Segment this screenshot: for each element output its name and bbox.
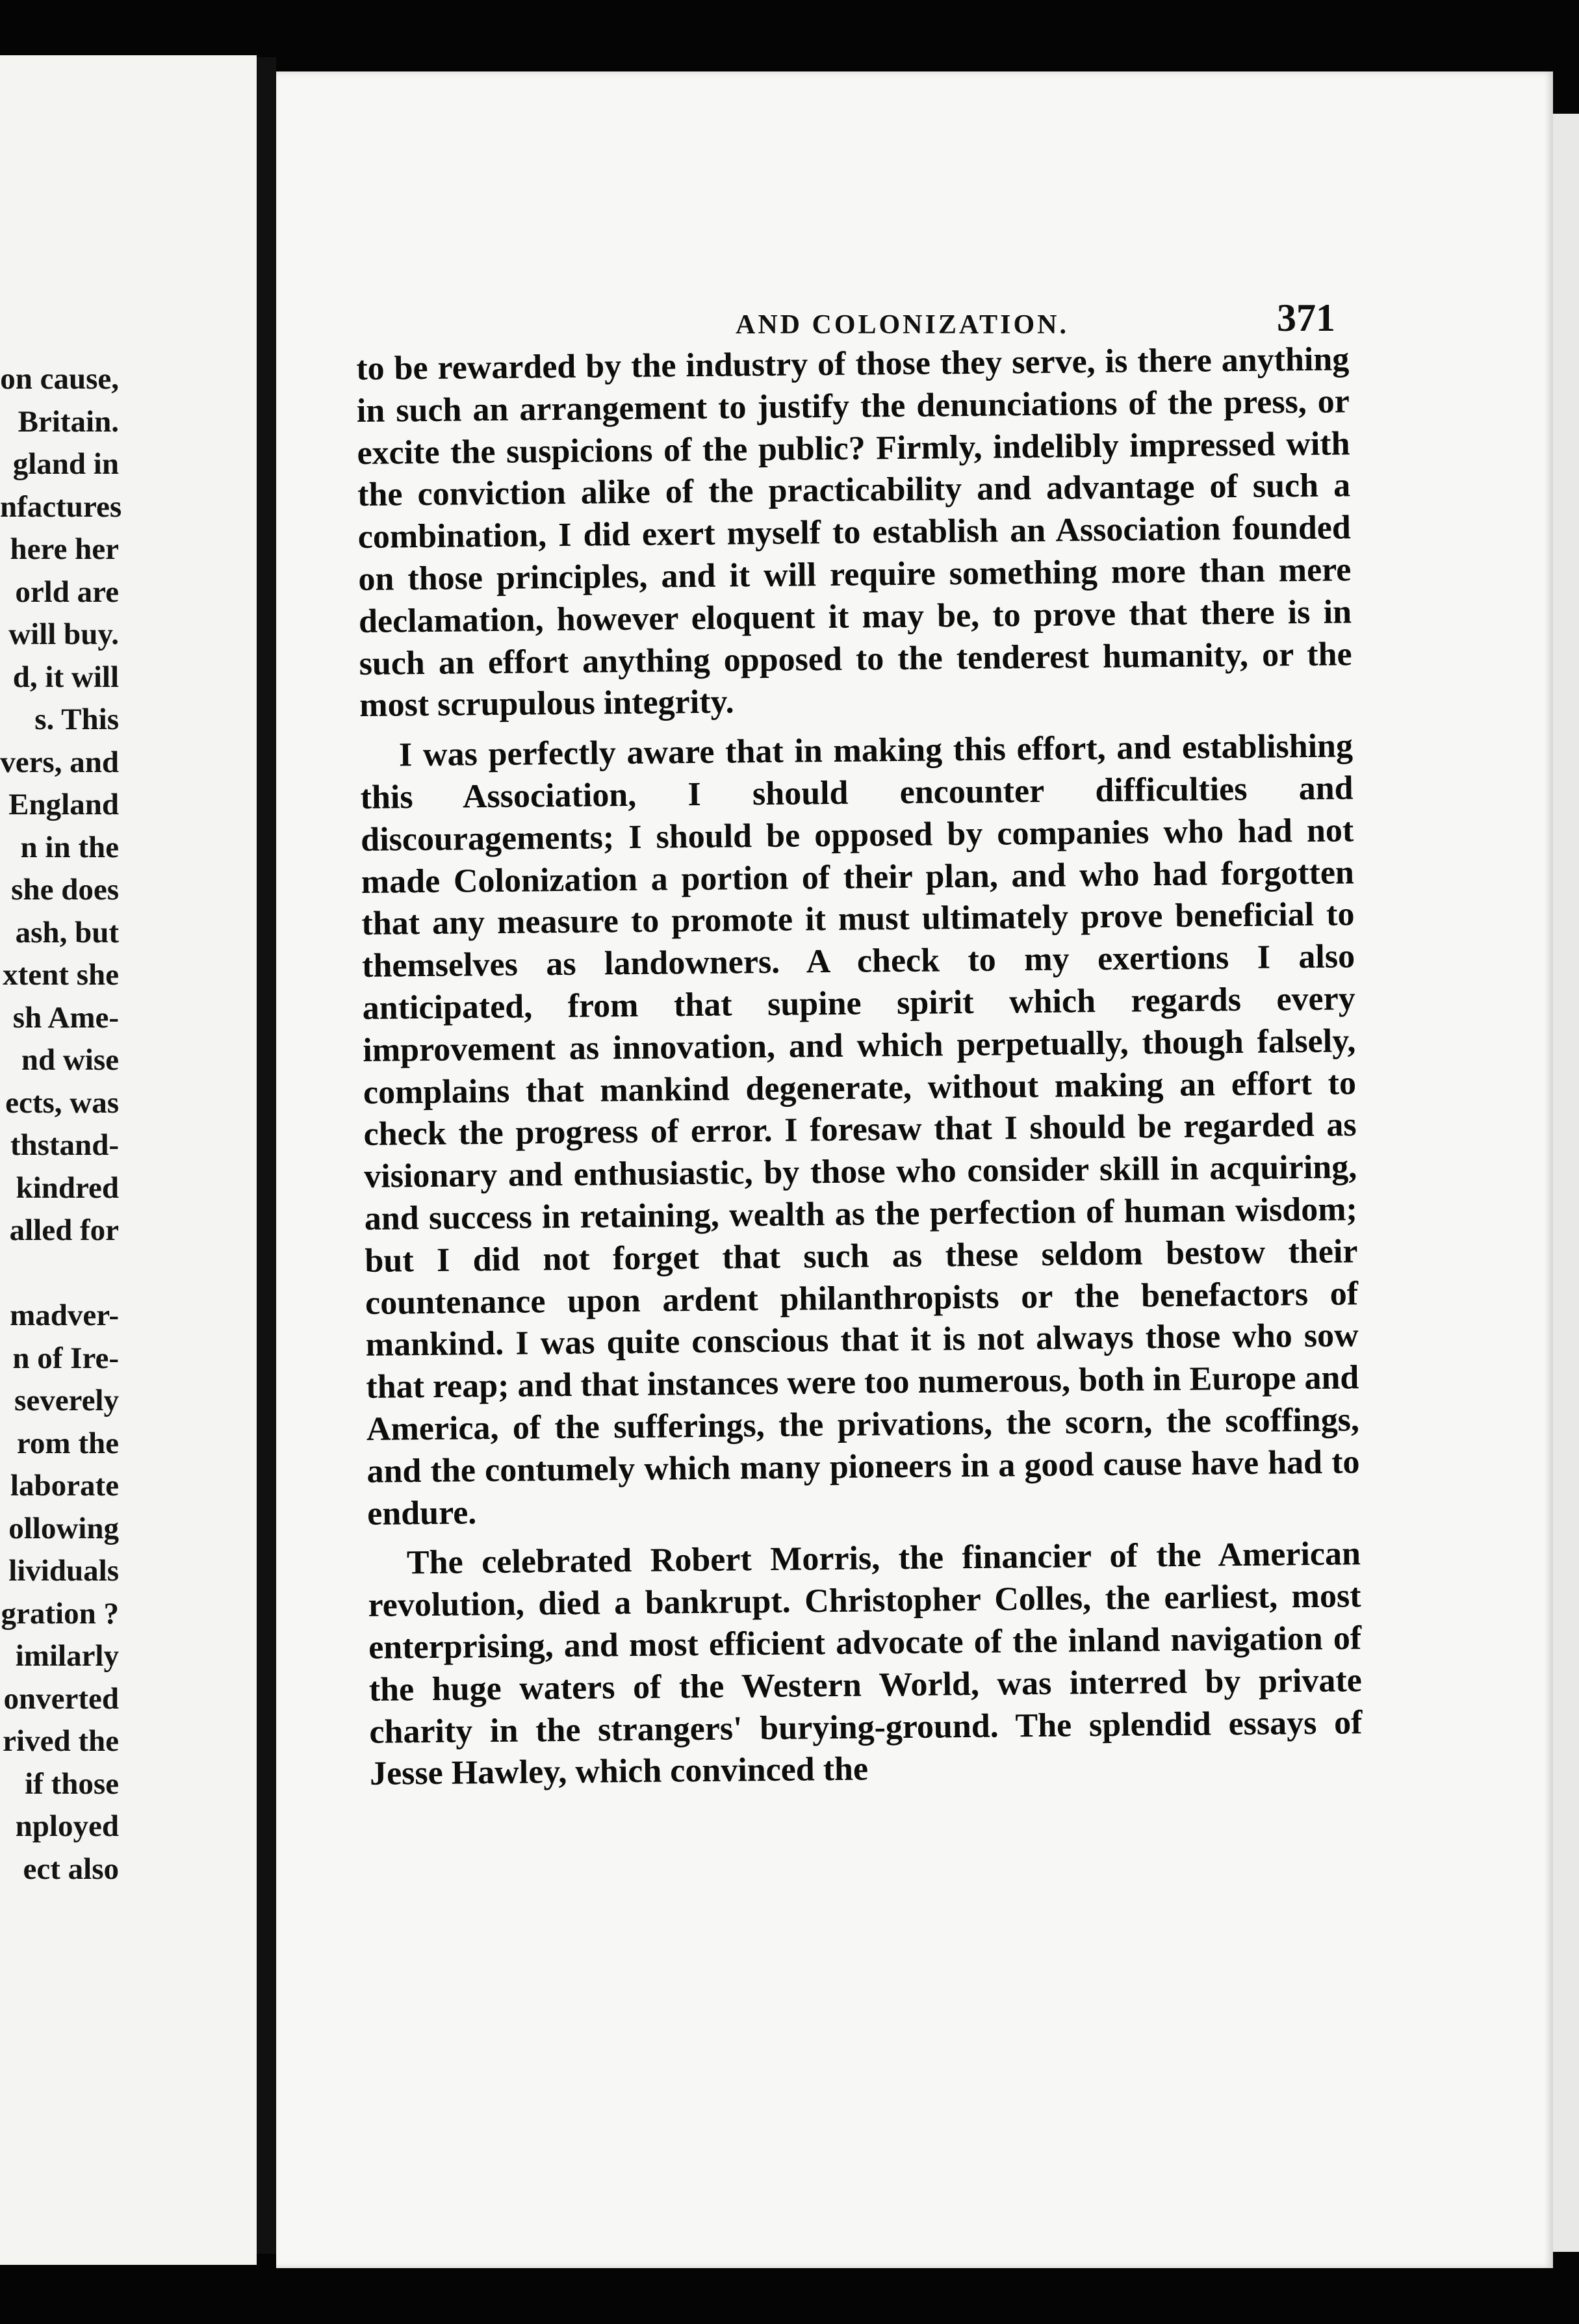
left-page-line-fragment: xtent she xyxy=(3,958,119,992)
left-page-line-fragment: rom the xyxy=(16,1426,119,1460)
left-page-line-fragment: kindred xyxy=(16,1170,119,1205)
left-page-line-fragment: thstand- xyxy=(10,1128,119,1162)
left-page-line-fragment: ash, but xyxy=(15,915,119,949)
left-page-line-fragment: will buy. xyxy=(8,617,119,651)
left-page-line-fragment: nd wise xyxy=(21,1043,119,1077)
left-page-line-fragment: England xyxy=(8,788,119,821)
left-page-line-fragment: gland in xyxy=(12,447,119,481)
left-page-line-fragment: she does xyxy=(11,873,119,907)
left-page xyxy=(0,55,257,2265)
left-page-line-fragment: alled for xyxy=(9,1213,119,1247)
left-page-line-fragment: onverted xyxy=(3,1681,119,1716)
left-page-line-fragment: s. This xyxy=(34,703,119,736)
paragraph: I was perfectly aware that in making this effort, and establishing this Association, I should encounter difficulties and discouragements; I should be opposed by companies who had not made Colonization a portion of their plan, and who had forgotten that any measure to promote it must ultimately prove beneficial to themselves as landowners. A check to my exertions I also anticipated, from that supine spirit which regards every improvement as innovation, and which perpetually, though falsely, complains that mankind degenerate, without making an effort to check the progress of error. I foresaw that I should be regarded as visionary and enthusiastic, by those who consider skill in acquiring, and success in retaining, wealth as the perfection of human wisdom; but I did not forget that such as these seldom bestow their countenance upon ardent philanthropists or the benefactors of mankind. I was quite conscious that it is not always those who sow that reap; and that instances were too numerous, both in Europe and America, of the sufferings, the privations, the scorn, the scoffings, and the contumely which many pioneers in a good cause have had to endure. xyxy=(360,727,1360,1532)
page-edge xyxy=(1553,114,1579,2252)
left-page-line-fragment: ects, was xyxy=(5,1085,119,1120)
left-page-line-fragment: d, it will xyxy=(12,660,119,694)
left-page-line-fragment: ect also xyxy=(23,1852,119,1886)
running-head: AND COLONIZATION. xyxy=(736,310,1069,340)
left-page-line-fragment: nfactures xyxy=(0,489,122,524)
left-page-line-fragment: gration ? xyxy=(1,1596,119,1631)
left-page-line-fragment: nployed xyxy=(15,1809,119,1843)
left-page-line-fragment: on cause, xyxy=(0,362,119,396)
left-page-line-fragment: here her xyxy=(10,532,119,566)
left-page-line-fragment: laborate xyxy=(10,1469,119,1503)
left-page-line-fragment: rived the xyxy=(3,1724,119,1758)
page-number: 371 xyxy=(1277,296,1335,339)
left-page-line-fragment: n in the xyxy=(20,830,119,864)
left-page-line-fragment: imilarly xyxy=(15,1639,119,1673)
body-text xyxy=(356,339,1363,1803)
left-page-line-fragment: lividuals xyxy=(8,1554,119,1588)
left-page-line-fragment: Britain. xyxy=(18,404,119,439)
left-page-line-fragment: sh Ame- xyxy=(12,1000,119,1035)
left-page-line-fragment: orld are xyxy=(15,575,119,609)
left-page-line-fragment: if those xyxy=(25,1766,119,1801)
left-page-line-fragment: madver- xyxy=(10,1298,119,1332)
paragraph: The celebrated Robert Morris, the financier of the American revolution, died a bankrupt. Christopher Colles, the earliest, most enterprising, and most efficient advocate of the inland navigation of the huge waters of the Western World, was interred by private charity in the strangers' burying-ground. The splendid essays of Jesse Hawley, which convinced the xyxy=(368,1535,1363,1793)
left-page-line-fragment: n of Ire- xyxy=(12,1341,119,1375)
paragraph: to be rewarded by the industry of those they serve, is there anything in such an arrangement to justify the denunciations of the press, or excite the suspicions of the public? Firmly, indelibly impressed with the conviction alike of the practicability and advantage of such a combination, I did exert myself to establish an Association founded on those principles, and it will require something more than mere declamation, however eloquent it may be, to prove that there is in such an effort anything opposed to the tenderest humanity, or the most scrupulous integrity. xyxy=(356,341,1352,725)
book-binding-gutter xyxy=(257,57,276,2254)
left-page-line-fragment: vers, and xyxy=(0,745,119,779)
left-page-line-fragment: severely xyxy=(14,1384,119,1417)
left-page-line-fragment: ollowing xyxy=(8,1511,119,1545)
